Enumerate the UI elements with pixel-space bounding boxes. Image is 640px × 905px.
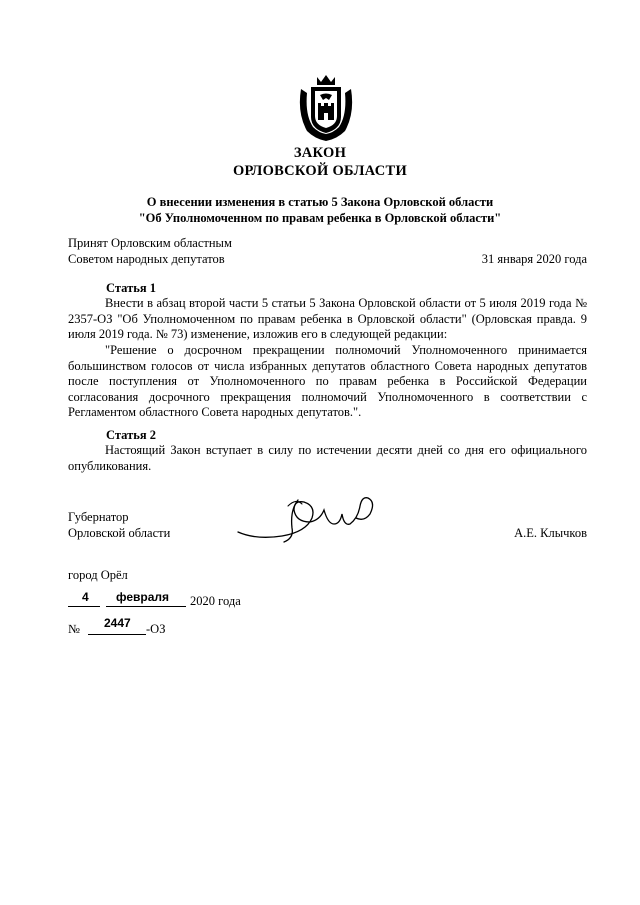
date-day: 4 [82, 590, 89, 604]
date-month-line [106, 606, 186, 607]
article1-heading: Статья 1 [106, 281, 156, 295]
law-subtitle-line2: "Об Уполномоченном по правам ребенка в Орловской области" [138, 211, 502, 225]
law-number-line [88, 634, 146, 635]
signatory-title-line2: Орловской области [68, 526, 171, 540]
article1-paragraph2: "Решение о досрочном прекращении полномочий Уполномоченного принимается большинством голосов от числа избранных депутатов областного Совета народных депутатов после поступления от Уполномоченного по правам ребенка в Российской Федерации согласования досрочного прекращения полномочий Уполномоченного в соответствии с Регламентом областного Совета народных депутатов.". [68, 343, 587, 419]
law-number: 2447 [104, 616, 131, 630]
law-region-title: ОРЛОВСКОЙ ОБЛАСТИ [232, 163, 408, 179]
signatory-name: А.Е. Клычков [514, 526, 587, 540]
adopted-by-line2: Советом народных депутатов [68, 252, 225, 266]
number-prefix: № [68, 622, 80, 636]
date-year: 2020 года [190, 594, 241, 608]
law-title: ЗАКОН [293, 145, 347, 161]
article1-paragraph1: Внести в абзац второй части 5 статьи 5 Закона Орловской области от 5 июля 2019 года № 2357-ОЗ "Об Уполномоченном по правам ребенка в Орловской области" (Орловская правда. 9 июля 2019 года. № 73) изменение, изложив его в следующей редакции: [68, 296, 587, 341]
adopted-date: 31 января 2020 года [481, 252, 587, 266]
law-subtitle-line1: О внесении изменения в статью 5 Закона Орловской области [146, 195, 494, 209]
coat-of-arms-icon [295, 73, 357, 143]
article2-paragraph1: Настоящий Закон вступает в силу по истечении десяти дней со дня его официального опубликования. [68, 443, 587, 473]
article2-heading: Статья 2 [106, 428, 156, 442]
handwritten-signature [236, 488, 386, 548]
adopted-by-line1: Принят Орловским областным [68, 236, 232, 250]
signatory-title-line1: Губернатор [68, 510, 129, 524]
city: город Орёл [68, 568, 128, 582]
date-month: февраля [116, 590, 170, 604]
number-suffix: -ОЗ [146, 622, 166, 636]
date-day-line [68, 606, 100, 607]
